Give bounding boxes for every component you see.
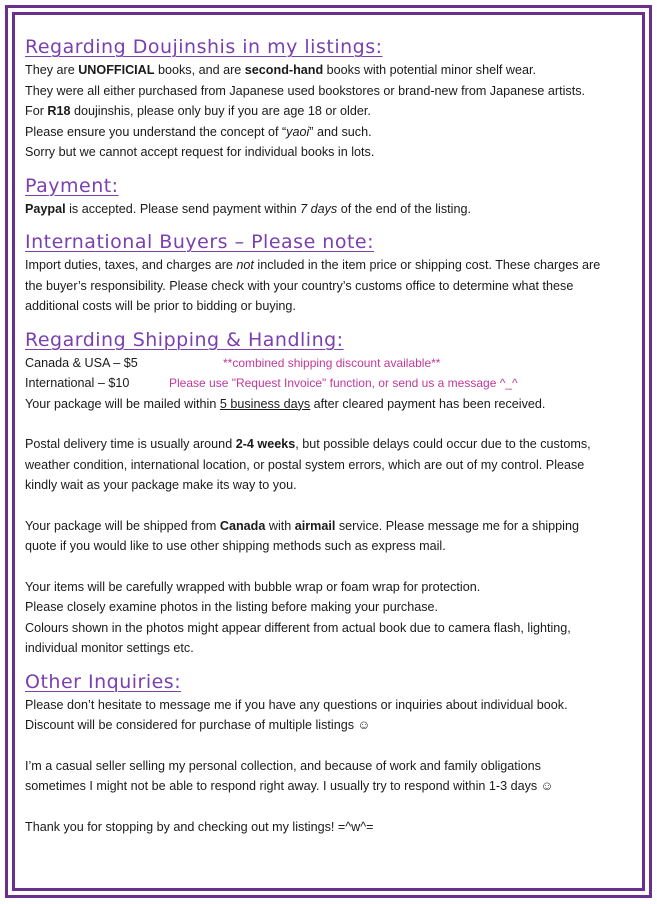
doujinshi-line-2: They were all either purchased from Japanese used bookstores or brand-new from Japanese artists. bbox=[25, 83, 586, 98]
inquiries-line-3: I’m a casual seller selling my personal collection, and because of work and family obligations bbox=[25, 758, 541, 773]
colours-line-2: individual monitor settings etc. bbox=[25, 641, 194, 655]
doujinshi-heading: Regarding Doujinshis in my listings: bbox=[25, 36, 383, 58]
request-invoice-note: Please use "Request Invoice" function, or send us a message ^_^ bbox=[169, 376, 518, 390]
inquiries-line-2: Discount will be considered for purchase of multiple listings ☺ bbox=[25, 718, 371, 732]
listing-policy-document bbox=[25, 34, 637, 837]
international-line-3: additional costs will be prior to bidding or buying. bbox=[25, 299, 296, 313]
shipping-section bbox=[25, 327, 637, 659]
rate-international: International – $10 bbox=[25, 376, 130, 390]
colours-line-1: Colours shown in the photos might appear different from actual book due to camera flash, lighting, bbox=[25, 620, 571, 635]
ship-line-1: Your package will be shipped from Canada with airmail service. Please message me for a shipping bbox=[25, 518, 579, 533]
doujinshi-line-3: For R18 doujinshis, please only buy if you are age 18 or older. bbox=[25, 104, 371, 118]
international-line-2: the buyer’s responsibility. Please check with your country’s customs office to determine what these bbox=[25, 278, 574, 293]
international-section bbox=[25, 229, 637, 317]
doujinshi-line-4: Please ensure you understand the concept of “yaoi” and such. bbox=[25, 124, 372, 139]
thank-you-line: Thank you for stopping by and checking out my listings! =^w^= bbox=[25, 819, 374, 834]
postal-line-3: kindly wait as your package make its way to you. bbox=[25, 478, 297, 492]
wrap-line: Your items will be carefully wrapped with bubble wrap or foam wrap for protection. bbox=[25, 579, 481, 594]
international-heading: International Buyers – Please note: bbox=[25, 231, 375, 253]
postal-line-1: Postal delivery time is usually around 2-4 weeks, but possible delays could occur due to the customs, bbox=[25, 437, 591, 451]
payment-heading: Payment: bbox=[25, 174, 119, 197]
inquiries-heading: Other Inquiries: bbox=[25, 670, 182, 693]
rate-international-row bbox=[25, 373, 637, 394]
shipping-heading: Regarding Shipping & Handling: bbox=[25, 328, 344, 351]
payment-line: Paypal is accepted. Please send payment within 7 days of the end of the listing. bbox=[25, 201, 471, 216]
doujinshi-line-1: They are UNOFFICIAL books, and are second-hand books with potential minor shelf wear. bbox=[25, 63, 536, 77]
rate-canada-usa-row bbox=[25, 353, 637, 374]
doujinshi-section bbox=[25, 34, 637, 163]
inquiries-line-4: sometimes I might not be able to respond right away. I usually try to respond within 1-3 days ☺ bbox=[25, 779, 554, 793]
postal-line-2: weather condition, international location, or postal system errors, which are out of my control. Please bbox=[25, 457, 585, 472]
inquiries-line-1: Please don’t hesitate to message me if you have any questions or inquiries about individual book. bbox=[25, 697, 568, 712]
international-line-1: Import duties, taxes, and charges are not included in the item price or shipping cost. These charges are bbox=[25, 258, 601, 272]
examine-line: Please closely examine photos in the listing before making your purchase. bbox=[25, 600, 439, 614]
payment-section bbox=[25, 173, 637, 220]
inquiries-section bbox=[25, 669, 637, 838]
doujinshi-line-5: Sorry but we cannot accept request for individual books in lots. bbox=[25, 145, 375, 159]
mailed-line: Your package will be mailed within 5 business days after cleared payment has been received. bbox=[25, 396, 546, 411]
rate-canada-usa: Canada & USA – $5 bbox=[25, 355, 138, 370]
ship-line-2: quote if you would like to use other shipping methods such as express mail. bbox=[25, 539, 446, 553]
combined-shipping-note: **combined shipping discount available** bbox=[223, 355, 441, 370]
